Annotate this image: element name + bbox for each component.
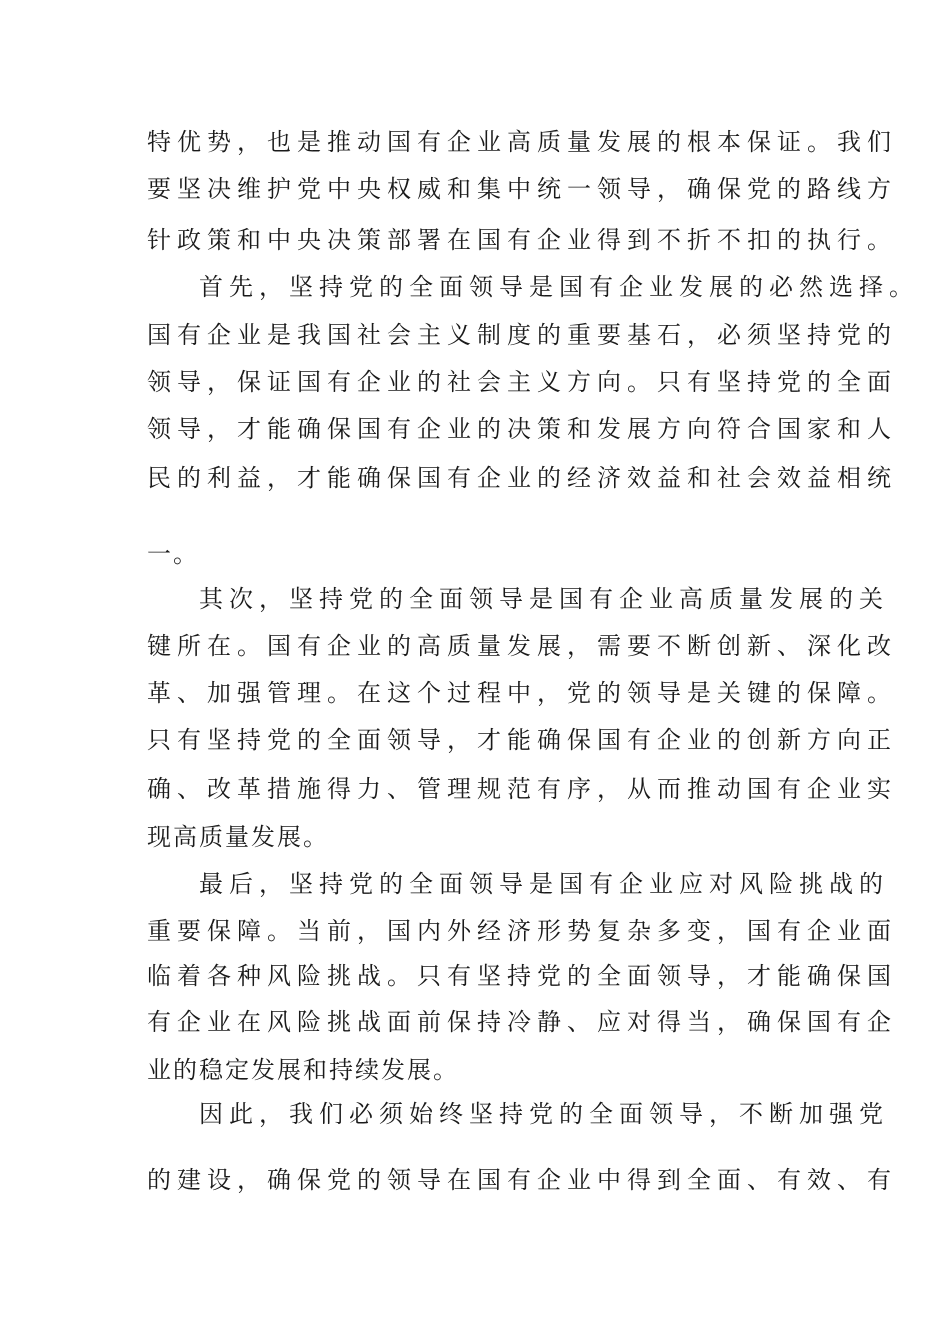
- text-line: 确、改革措施得力、管理规范有序，从而推动国有企业实: [147, 775, 897, 803]
- text-line: 领导，保证国有企业的社会主义方向。只有坚持党的全面: [147, 368, 897, 396]
- text-line: 键所在。国有企业的高质量发展，需要不断创新、深化改: [147, 632, 897, 660]
- paragraph-first-line: 首先，坚持党的全面领导是国有企业发展的必然选择。: [199, 273, 919, 301]
- text-line: 现高质量发展。: [147, 823, 329, 851]
- text-line: 国有企业是我国社会主义制度的重要基石，必须坚持党的: [147, 321, 897, 349]
- paragraph-first-line: 其次，坚持党的全面领导是国有企业高质量发展的关: [199, 585, 889, 613]
- text-line: 革、加强管理。在这个过程中，党的领导是关键的保障。: [147, 679, 897, 707]
- text-line: 特优势，也是推动国有企业高质量发展的根本保证。我们: [147, 128, 897, 156]
- text-line: 业的稳定发展和持续发展。: [147, 1056, 459, 1084]
- text-line: 要坚决维护党中央权威和集中统一领导，确保党的路线方: [147, 175, 897, 203]
- text-line: 针政策和中央决策部署在国有企业得到不折不扣的执行。: [147, 226, 897, 254]
- text-line: 民的利益，才能确保国有企业的经济效益和社会效益相统: [147, 464, 897, 492]
- paragraph-first-line: 最后，坚持党的全面领导是国有企业应对风险挑战的: [199, 870, 889, 898]
- text-line: 领导，才能确保国有企业的决策和发展方向符合国家和人: [147, 415, 897, 443]
- text-line: 临着各种风险挑战。只有坚持党的全面领导，才能确保国: [147, 962, 897, 990]
- text-line: 有企业在风险挑战面前保持冷静、应对得当，确保国有企: [147, 1008, 897, 1036]
- text-line: 一。: [147, 540, 199, 568]
- paragraph-first-line: 因此，我们必须始终坚持党的全面领导，不断加强党: [199, 1100, 889, 1128]
- text-line: 只有坚持党的全面领导，才能确保国有企业的创新方向正: [147, 726, 897, 754]
- text-line: 重要保障。当前，国内外经济形势复杂多变，国有企业面: [147, 917, 897, 945]
- text-line: 的建设，确保党的领导在国有企业中得到全面、有效、有: [147, 1166, 897, 1194]
